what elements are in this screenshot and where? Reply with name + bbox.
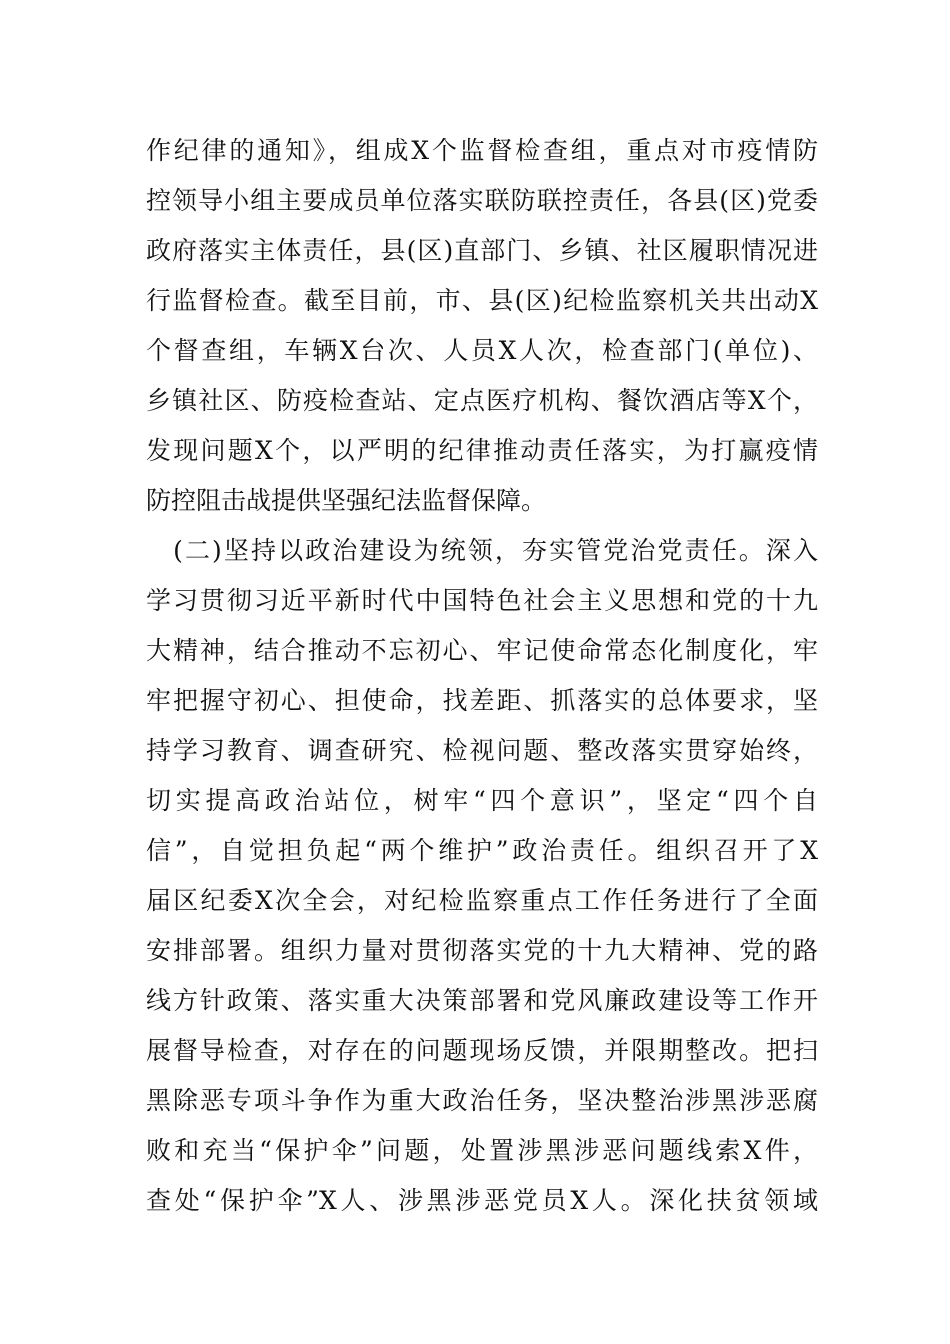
paragraph-line: 乡镇社区、防疫检查站、定点医疗机构、餐饮酒店等X个， bbox=[146, 386, 818, 415]
paragraph-line: 届区纪委X次全会，对纪检监察重点工作任务进行了全面 bbox=[146, 886, 818, 915]
paragraph-line: 展督导检查，对存在的问题现场反馈，并限期整改。把扫 bbox=[146, 1036, 818, 1065]
paragraph-line: 作纪律的通知》，组成X个监督检查组，重点对市疫情防 bbox=[146, 136, 818, 165]
paragraph-line: 持学习教育、调查研究、检视问题、整改落实贯穿始终， bbox=[146, 736, 818, 765]
paragraph-line: 个督查组，车辆X台次、人员X人次，检查部门(单位)、 bbox=[146, 336, 818, 365]
paragraph-line: 败和充当“保护伞”问题，处置涉黑涉恶问题线索X件， bbox=[146, 1136, 818, 1165]
paragraph-line: 牢把握守初心、担使命，找差距、抓落实的总体要求，坚 bbox=[146, 686, 818, 715]
paragraph-line: 查处“保护伞”X人、涉黑涉恶党员X人。深化扶贫领域 bbox=[146, 1186, 818, 1215]
paragraph-1 bbox=[146, 126, 818, 526]
paragraph-line: 行监督检查。截至目前，市、县(区)纪检监察机关共出动X bbox=[146, 286, 818, 315]
paragraph-line: 黑除恶专项斗争作为重大政治任务，坚决整治涉黑涉恶腐 bbox=[146, 1086, 818, 1115]
paragraph-line: 大精神，结合推动不忘初心、牢记使命常态化制度化，牢 bbox=[146, 636, 818, 665]
paragraph-line: (二)坚持以政治建设为统领，夯实管党治党责任。深入 bbox=[146, 536, 818, 565]
paragraph-2 bbox=[146, 526, 818, 1226]
paragraph-line: 防控阻击战提供坚强纪法监督保障。 bbox=[146, 486, 547, 515]
paragraph-line: 安排部署。组织力量对贯彻落实党的十九大精神、党的路 bbox=[146, 936, 818, 965]
paragraph-line: 线方针政策、落实重大决策部署和党风廉政建设等工作开 bbox=[146, 986, 818, 1015]
paragraph-line: 信”，自觉担负起“两个维护”政治责任。组织召开了X bbox=[146, 836, 818, 865]
paragraph-line: 发现问题X个，以严明的纪律推动责任落实，为打赢疫情 bbox=[146, 436, 818, 465]
paragraph-line: 切实提高政治站位，树牢“四个意识”，坚定“四个自 bbox=[146, 786, 818, 815]
paragraph-line: 学习贯彻习近平新时代中国特色社会主义思想和党的十九 bbox=[146, 586, 818, 615]
paragraph-line: 政府落实主体责任，县(区)直部门、乡镇、社区履职情况进 bbox=[146, 236, 818, 265]
paragraph-line: 控领导小组主要成员单位落实联防联控责任，各县(区)党委 bbox=[146, 186, 818, 215]
